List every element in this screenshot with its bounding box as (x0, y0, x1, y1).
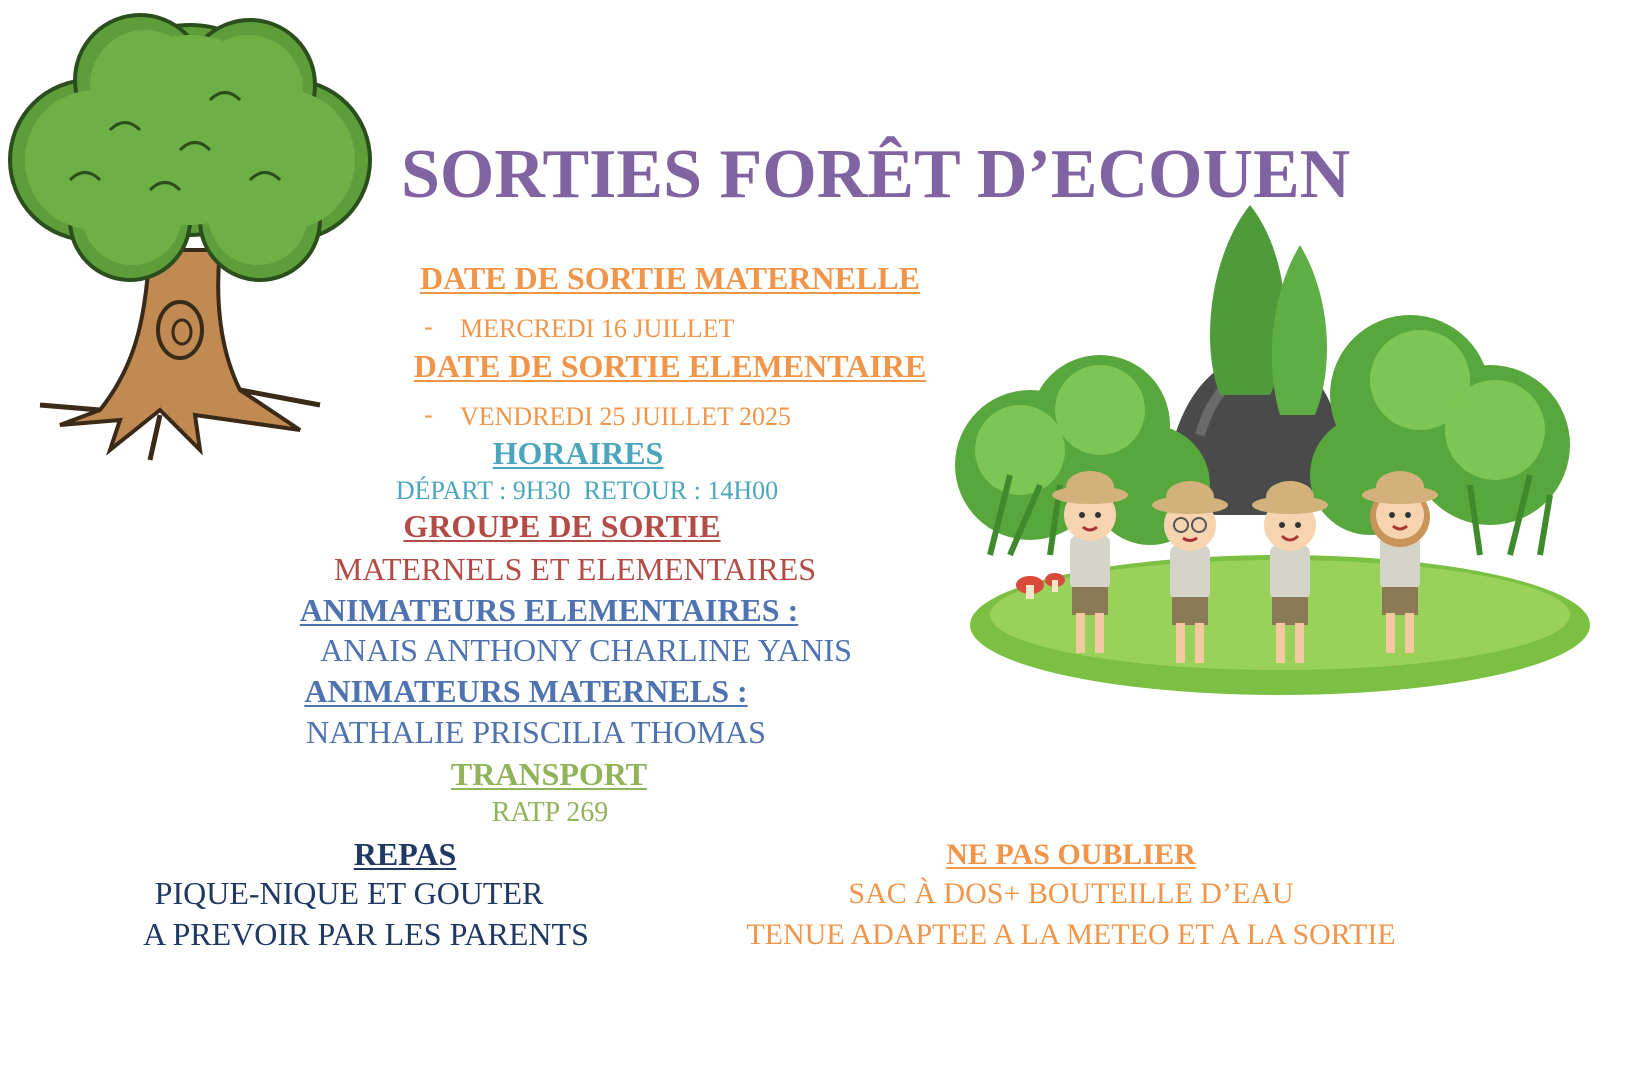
animateurs-maternels-heading: ANIMATEURS MATERNELS : (304, 673, 748, 709)
maternelle-date: MERCREDI 16 JUILLET (460, 314, 735, 343)
maternelle-date-heading: DATE DE SORTIE MATERNELLE (419, 260, 921, 296)
oublier-line2: TENUE ADAPTEE A LA METEO ET A LA SORTIE (746, 918, 1396, 951)
elementaire-bullet: - (424, 400, 433, 429)
elementaire-date: VENDREDI 25 JUILLET 2025 (460, 402, 791, 431)
oublier-line1: SAC À DOS+ BOUTEILLE D’EAU (848, 877, 1294, 910)
tree-illustration (0, 10, 400, 470)
repas-line2: A PREVOIR PAR LES PARENTS (143, 916, 589, 952)
animateurs-maternels-names: NATHALIE PRISCILIA THOMAS (306, 714, 766, 750)
page-title: SORTIES FORÊT D’ECOUEN (401, 136, 1351, 213)
animateurs-elementaires-names: ANAIS ANTHONY CHARLINE YANIS (320, 632, 852, 668)
repas-heading: REPAS (353, 836, 457, 872)
repas-line1: PIQUE-NIQUE ET GOUTER (154, 875, 544, 911)
animateurs-elementaires-heading: ANIMATEURS ELEMENTAIRES : (299, 592, 799, 628)
maternelle-bullet: - (424, 312, 433, 341)
forest-kids-illustration (950, 195, 1590, 715)
elementaire-date-heading: DATE DE SORTIE ELEMENTAIRE (413, 348, 927, 384)
horaires-text: DÉPART : 9H30 RETOUR : 14H00 (395, 476, 779, 505)
groupe-text: MATERNELS ET ELEMENTAIRES (333, 551, 817, 587)
horaires-heading: HORAIRES (492, 435, 664, 471)
oublier-heading: NE PAS OUBLIER (946, 838, 1196, 871)
transport-heading: TRANSPORT (450, 756, 648, 792)
groupe-heading: GROUPE DE SORTIE (403, 508, 721, 544)
transport-text: RATP 269 (491, 797, 609, 828)
